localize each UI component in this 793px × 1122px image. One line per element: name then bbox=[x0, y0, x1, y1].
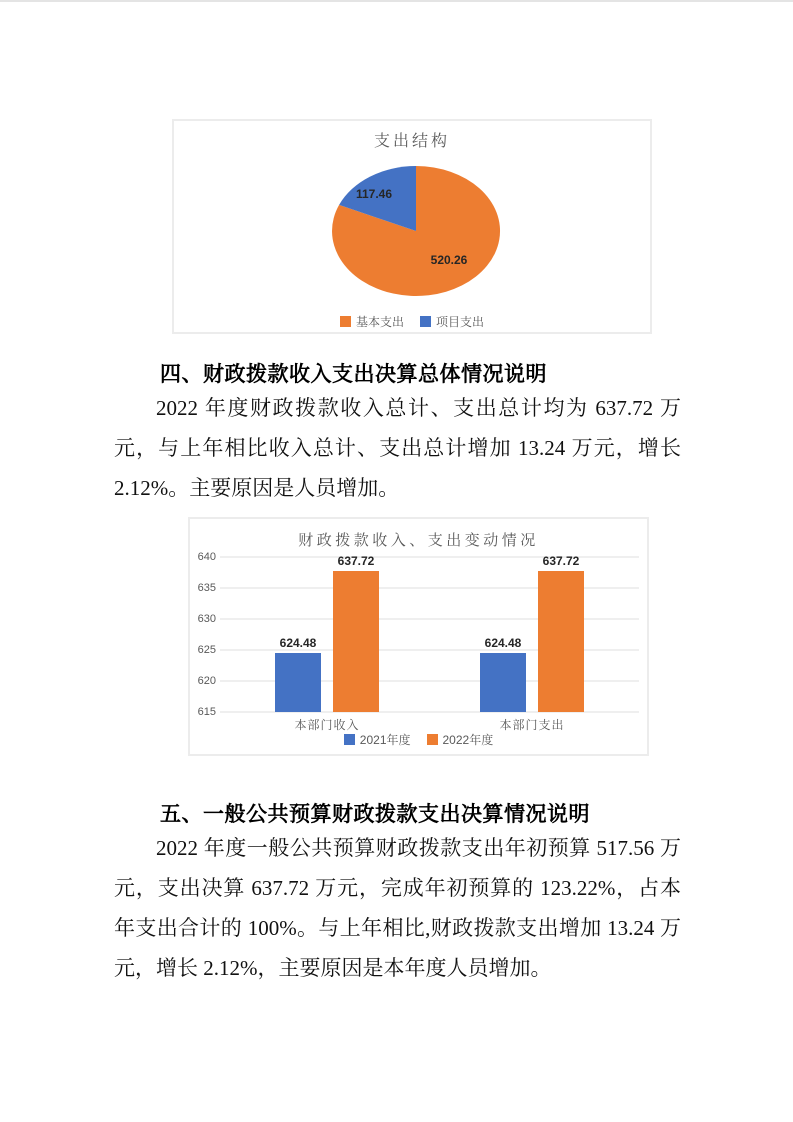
legend-item-项目支出 bbox=[420, 313, 484, 330]
legend-label: 2021年度 bbox=[359, 733, 411, 747]
legend-swatch-icon bbox=[340, 316, 351, 327]
pie-chart-title: 支出结构 bbox=[373, 133, 450, 150]
legend-swatch-icon bbox=[427, 734, 438, 745]
y-tick-label-620: 620 bbox=[197, 675, 216, 687]
bar-value-label: 637.72 bbox=[337, 554, 375, 568]
bar-2021年度-本部门收入 bbox=[275, 653, 321, 712]
legend-item-2022年度 bbox=[427, 731, 494, 748]
y-tick-label-630: 630 bbox=[197, 613, 216, 625]
pie-chart-card bbox=[172, 119, 652, 334]
y-tick-label-635: 635 bbox=[197, 582, 216, 594]
section-paragraph-4: 2022 年度财政拨款收入总计、支出总计均为 637.72 万元，与上年相比收入总计、支出总计增加 13.24 万元，增长 2.12%。主要原因是人员增加。 bbox=[114, 396, 681, 500]
bar-2022年度-本部门支出 bbox=[538, 571, 584, 712]
bar-value-label: 637.72 bbox=[542, 554, 580, 568]
y-tick-label-640: 640 bbox=[197, 551, 216, 563]
section-heading-5: 五、一般公共预算财政拨款支出决算情况说明 bbox=[160, 803, 590, 826]
bar-value-label: 624.48 bbox=[279, 636, 317, 650]
bar-value-label: 624.48 bbox=[484, 636, 522, 650]
bar-chart-legend bbox=[190, 731, 647, 748]
legend-swatch-icon bbox=[344, 734, 355, 745]
legend-swatch-icon bbox=[420, 316, 431, 327]
legend-item-基本支出 bbox=[340, 313, 404, 330]
legend-label: 2022年度 bbox=[442, 733, 494, 747]
y-tick-label-625: 625 bbox=[197, 644, 216, 656]
bar-2022年度-本部门收入 bbox=[333, 571, 379, 712]
bar-2021年度-本部门支出 bbox=[480, 653, 526, 712]
legend-label: 项目支出 bbox=[436, 315, 485, 329]
y-tick-label-615: 615 bbox=[197, 706, 216, 718]
category-label-本部门支出: 本部门支出 bbox=[499, 718, 565, 732]
pie-slice-value-basic: 520.26 bbox=[430, 253, 468, 267]
bar-chart-card bbox=[188, 517, 649, 756]
pie-slice-value-project: 117.46 bbox=[355, 187, 393, 201]
bar-chart-title: 财政拨款收入、支出变动情况 bbox=[298, 532, 539, 549]
section-paragraph-5: 2022 年度一般公共预算财政拨款支出年初预算 517.56 万元，支出决算 637.72 万元，完成年初预算的 123.22%，占本年支出合计的 100%。与上年相比,财政拨款支出增加 13.24 万元，增长 2.12%，主要原因是本年度人员增加。 bbox=[114, 836, 681, 980]
pie-chart bbox=[174, 121, 654, 336]
legend-item-2021年度 bbox=[344, 731, 411, 748]
category-label-本部门收入: 本部门收入 bbox=[294, 718, 360, 732]
pie-chart-legend bbox=[174, 313, 650, 330]
section-heading-4: 四、财政拨款收入支出决算总体情况说明 bbox=[160, 363, 547, 386]
legend-label: 基本支出 bbox=[355, 315, 404, 329]
bar-chart-plot-area bbox=[220, 557, 639, 712]
